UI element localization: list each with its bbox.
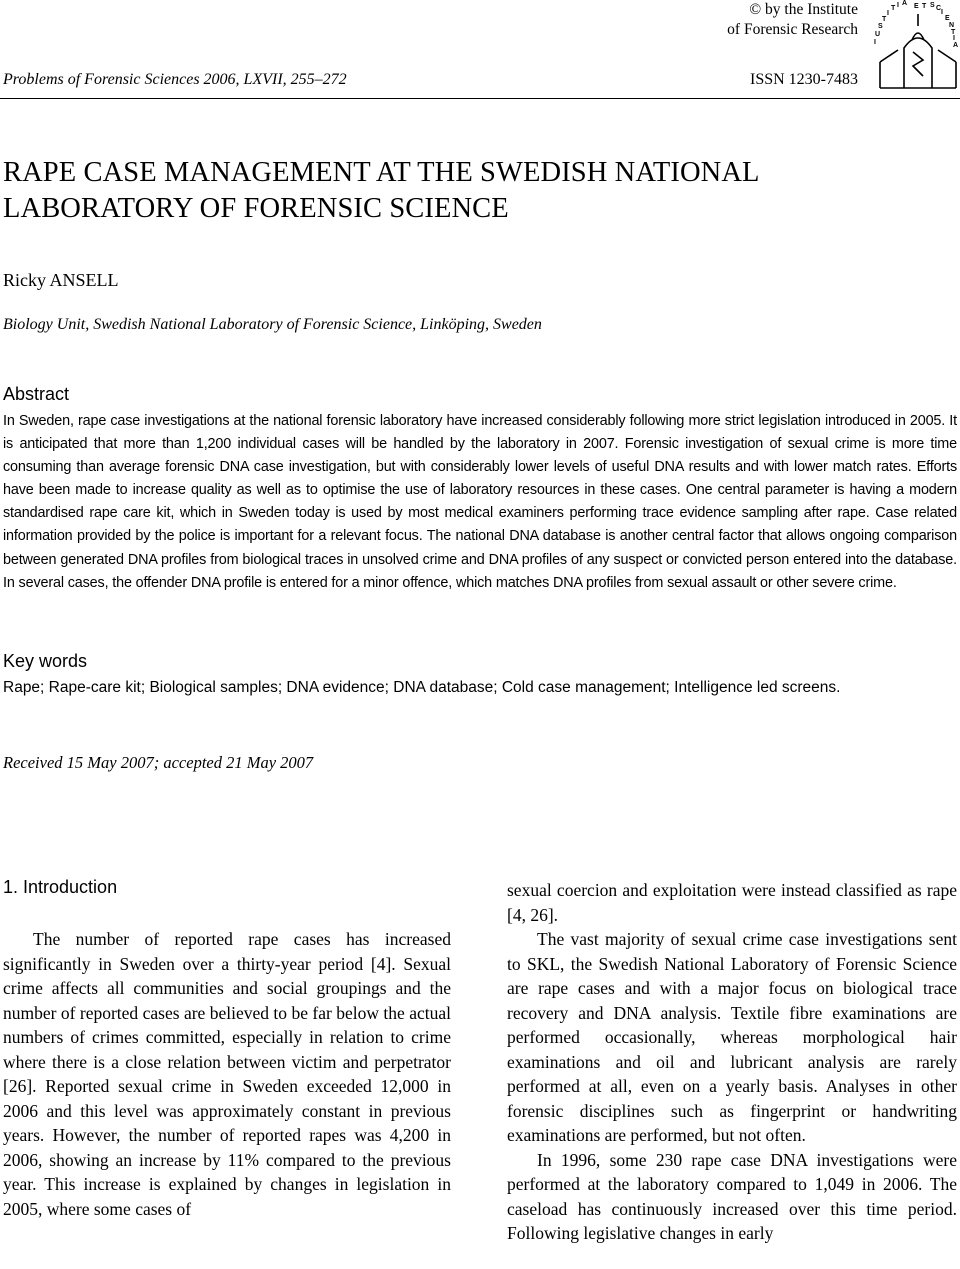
article-title: RAPE CASE MANAGEMENT AT THE SWEDISH NATIONAL LABORATORY OF FORENSIC SCIENCE	[3, 157, 759, 224]
svg-text:N: N	[949, 22, 955, 29]
svg-text:I: I	[941, 9, 943, 16]
svg-text:T: T	[922, 3, 927, 10]
svg-text:I: I	[953, 35, 955, 42]
issn-number: ISSN 1230-7483	[749, 71, 858, 88]
copyright-notice	[618, 0, 858, 40]
svg-text:A: A	[953, 42, 959, 49]
svg-text:I: I	[897, 2, 899, 9]
author-affiliation: Biology Unit, Swedish National Laboratory of Forensic Science, Linköping, Sweden	[3, 316, 542, 333]
journal-citation: Problems of Forensic Sciences 2006, LXVII, 255–272	[3, 71, 347, 88]
keywords-heading: Key words	[3, 651, 88, 671]
svg-text:S: S	[930, 2, 935, 9]
intro-paragraph-continued: sexual coercion and exploitation were instead classified as rape [4, 26].	[507, 880, 957, 925]
copyright-line-1: © by the Institute	[749, 1, 858, 18]
svg-text:S: S	[878, 23, 883, 30]
intro-paragraph-2: The vast majority of sexual crime case investigations sent to SKL, the Swedish National Laboratory of Forensic Science are rape cases and with a major focus on biological trace recovery and DNA analysis. Textile fibre examinations are performed occasionally, whereas morphological hair examinations and oil and lubricant analysis are rarely performed at all, even on a yearly basis. Analyses in other forensic disciplines such as fingerprint or handwriting examinations are performed, but not often.	[507, 929, 957, 1145]
abstract-heading: Abstract	[3, 384, 70, 404]
svg-text:I: I	[887, 10, 889, 17]
left-column	[3, 927, 451, 1221]
received-dates: Received 15 May 2007; accepted 21 May 2007	[3, 753, 314, 772]
keywords-text: Rape; Rape-care kit; Biological samples; DNA evidence; DNA database; Cold case management; Intelligence led screens.	[3, 679, 841, 696]
svg-text:C: C	[936, 5, 942, 12]
svg-text:E: E	[945, 15, 950, 22]
svg-text:T: T	[891, 5, 896, 12]
svg-text:E: E	[914, 3, 919, 10]
svg-text:T: T	[951, 29, 956, 36]
header-divider	[0, 98, 960, 99]
institute-logo	[868, 0, 960, 92]
svg-text:T: T	[882, 16, 887, 23]
abstract-text: In Sweden, rape case investigations at the national forensic laboratory have increased considerably following more strict legislation introduced in 2005. It is anticipated that more than 1,200 individual cases will be handled by the laboratory in 2007. Forensic investigation of sexual crime is more time consuming than average forensic DNA case investigation, but with considerably lower levels of useful DNA results and with lower match rates. Efforts have been made to increase quality as well as to optimise the use of laboratory resources in these cases. One central parameter is having a modern standardised rape care kit, which in Sweden today is used by most medical examiners performing trace evidence sampling after rape. Case related information provided by the police is important for a relevant focus. The national DNA database is another central factor that allows ongoing comparison between generated DNA profiles from biological traces in unsolved crime and DNA profiles of any suspect or convicted person entered into the database. In several cases, the offender DNA profile is entered for a minor offence, which matches DNA profiles from sexual assault or other severe crime.	[3, 413, 957, 591]
copyright-line-2: of Forensic Research	[727, 21, 858, 38]
intro-paragraph-3: In 1996, some 230 rape case DNA investigations were performed at the laboratory compared to 1,049 in 2006. The caseload has continuously increased over this time period. Following legislative changes in early	[507, 1149, 957, 1243]
introduction-heading: 1. Introduction	[3, 877, 118, 897]
intro-paragraph-1: The number of reported rape cases has increased significantly in Sweden over a thirty-year period [4]. Sexual crime affects all communities and social groupings and the number of reported cases are believed to be far below the actual numbers of crimes committed, especially in relation to crime where there is a close relation between victim and perpetrator [26]. Reported sexual crime in Sweden exceeded 12,000 in 2006 and this level was approximately constant in previous years. However, the number of reported rapes was 4,200 in 2006, showing an increase by 11% compared to the previous year. This increase is explained by changes in legislation in 2005, where some cases of	[3, 929, 451, 1219]
svg-text:A: A	[902, 0, 908, 7]
svg-text:I: I	[874, 39, 876, 46]
right-column	[507, 878, 957, 1246]
svg-text:U: U	[875, 31, 881, 38]
author-name: Ricky ANSELL	[3, 270, 119, 290]
